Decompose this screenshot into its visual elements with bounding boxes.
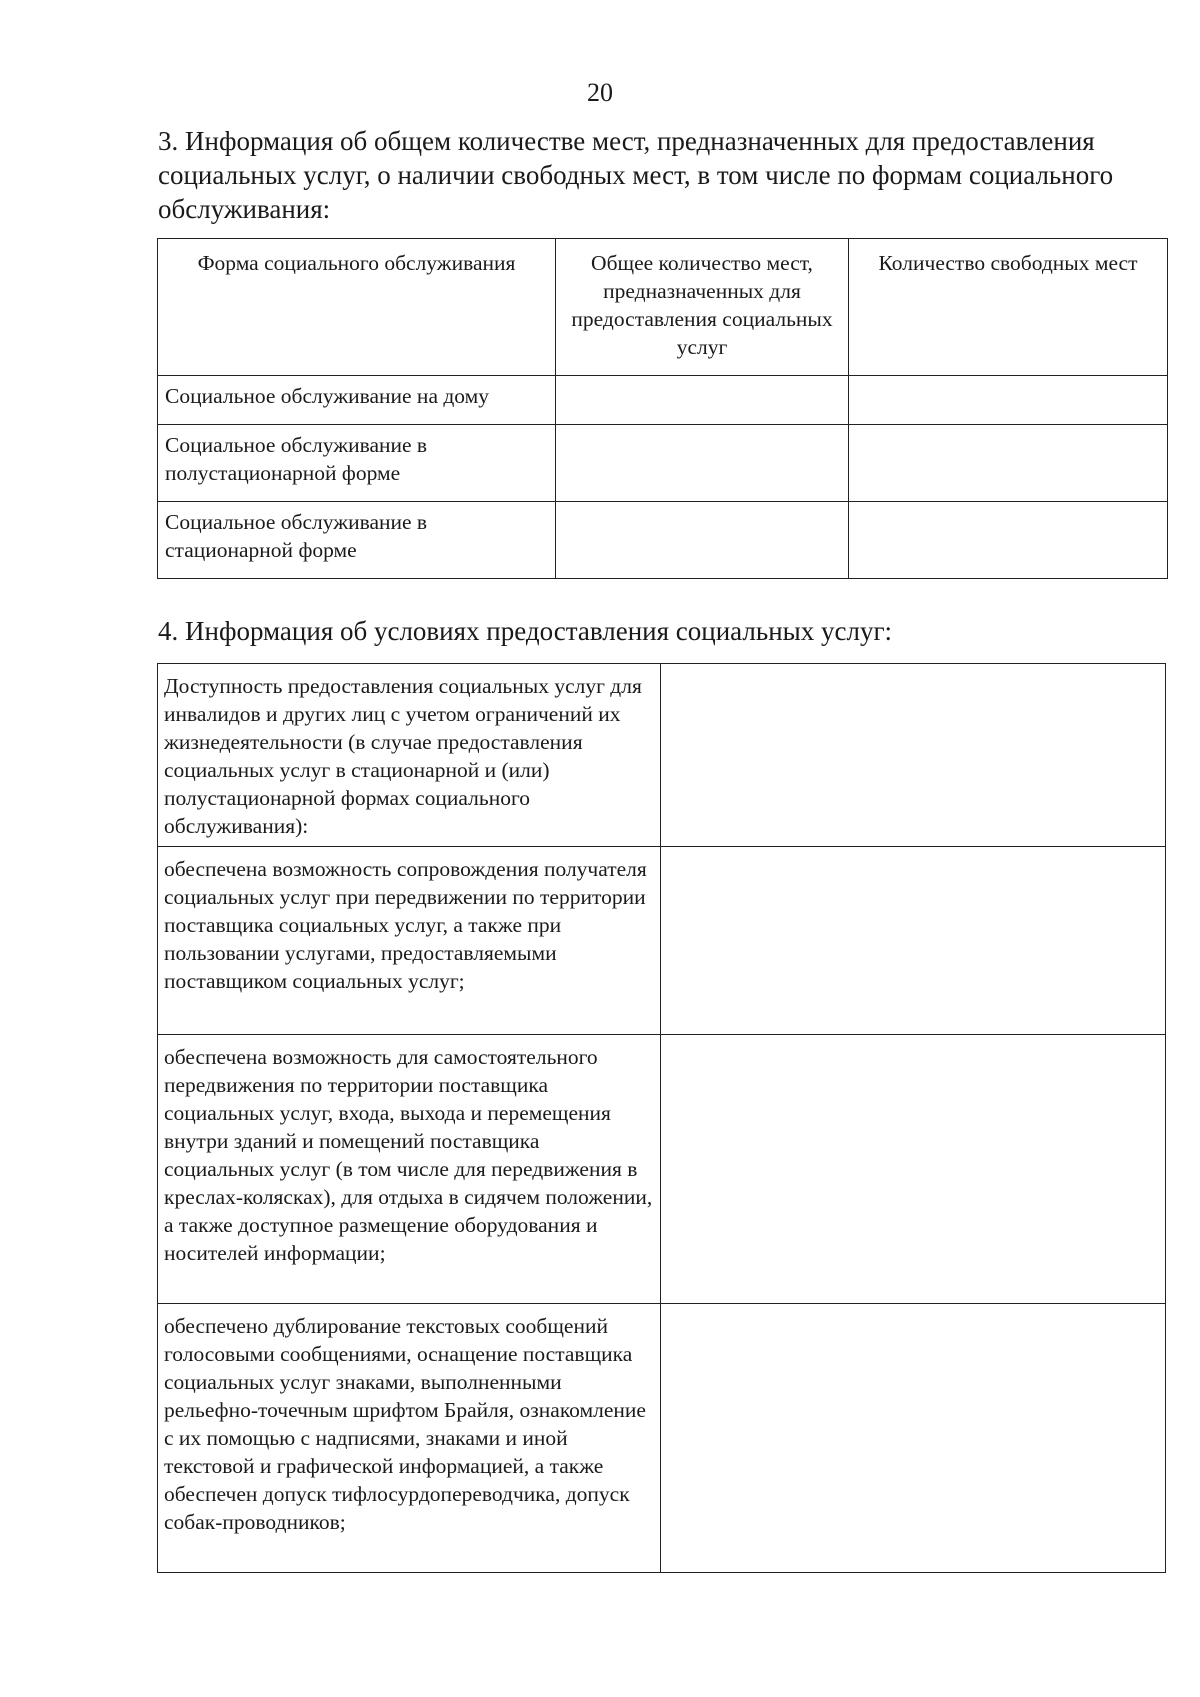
total-places-cell: [556, 376, 849, 425]
conditions-table: [157, 663, 1166, 1573]
column-header-free-places: Количество свободных мест: [849, 239, 1168, 376]
condition-value: [661, 847, 1166, 1035]
condition-label: обеспечено дублирование текстовых сообщений голосовыми сообщениями, оснащение поставщика социальных услуг знаками, выполненными рельефно-точечным шрифтом Брайля, ознакомление с их помощью с надписями, знаками и иной текстовой и графической информацией, а также обеспечен допуск тифлосурдопереводчика, допуск собак-проводников;: [158, 1304, 661, 1573]
table-row: [158, 425, 1168, 502]
places-table: [157, 238, 1168, 579]
section-4-heading: 4. Информация об условиях предоставления социальных услуг:: [158, 616, 893, 646]
form-cell: Социальное обслуживание на дому: [158, 376, 556, 425]
table-row: [158, 1035, 1166, 1304]
free-places-cell: [849, 425, 1168, 502]
places-table-header: [158, 239, 1168, 376]
form-cell: Социальное обслуживание в стационарной форме: [158, 502, 556, 579]
condition-value: [661, 1304, 1166, 1573]
table-row: [158, 664, 1166, 847]
condition-value: [661, 664, 1166, 847]
total-places-cell: [556, 425, 849, 502]
free-places-cell: [849, 376, 1168, 425]
condition-label: Доступность предоставления социальных услуг для инвалидов и других лиц с учетом ограничений их жизнедеятельности (в случае предоставления социальных услуг в стационарной и (или) полустационарной формах социального обслуживания):: [158, 664, 661, 847]
form-cell: Социальное обслуживание в полустационарной форме: [158, 425, 556, 502]
table-row: [158, 847, 1166, 1035]
column-header-total-places: Общее количество мест, предназначенных для предоставления социальных услуг: [556, 239, 849, 376]
page-number: 20: [587, 78, 613, 107]
column-header-form: Форма социального обслуживания: [158, 239, 556, 376]
table-row: [158, 1304, 1166, 1573]
table-row: [158, 376, 1168, 425]
total-places-cell: [556, 502, 849, 579]
condition-label: обеспечена возможность для самостоятельного передвижения по территории поставщика социальных услуг, входа, выхода и перемещения внутри зданий и помещений поставщика социальных услуг (в том числе для передвижения в креслах-колясках), для отдыха в сидячем положении, а также доступное размещение оборудования и носителей информации;: [158, 1035, 661, 1304]
section-3-heading: 3. Информация об общем количестве мест, предназначенных для предоставления социальных услуг, о наличии свободных мест, в том числе по формам социального обслуживания:: [158, 126, 1114, 224]
free-places-cell: [849, 502, 1168, 579]
condition-value: [661, 1035, 1166, 1304]
table-row: [158, 502, 1168, 579]
condition-label: обеспечена возможность сопровождения получателя социальных услуг при передвижении по территории поставщика социальных услуг, а также при пользовании услугами, предоставляемыми поставщиком социальных услуг;: [158, 847, 661, 1035]
